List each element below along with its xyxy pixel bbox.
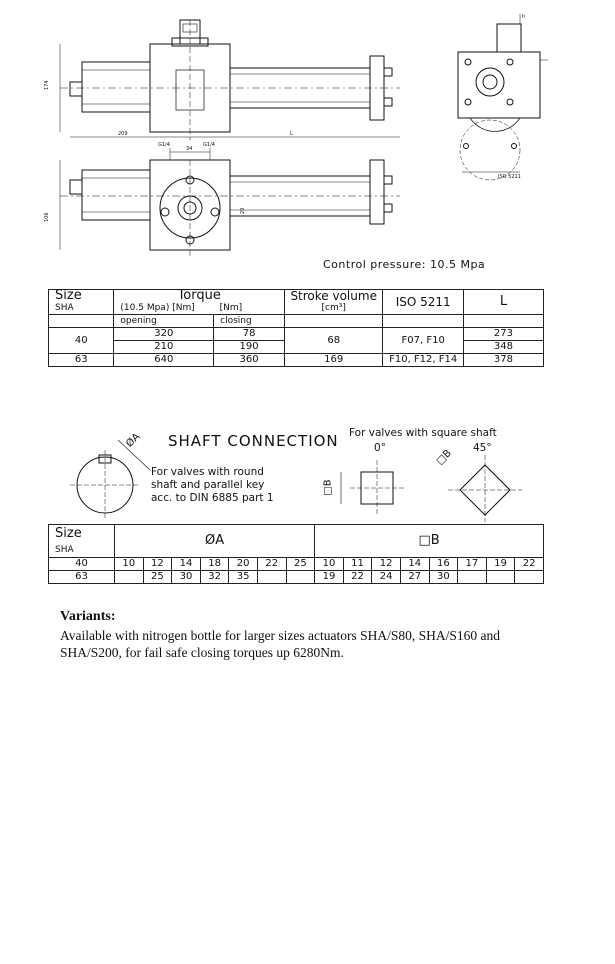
t1-closing: closing [214,315,285,328]
square-shaft-45-symbol [448,455,522,522]
t2-phiA-header: ØA [115,525,315,558]
t1-row40-stroke: 68 [285,328,383,354]
t2-row63-cell [515,571,544,584]
square-b-label-0: □B [322,479,334,496]
t1-row40-open2: 210 [114,341,214,354]
t2-row40-cell: 16 [429,558,458,571]
t2-row63-cell [286,571,315,584]
round-note-line-1: For valves with round [151,466,264,478]
t1-sha: SHA [49,302,114,315]
t1-opening: opening [114,315,214,328]
t1-row40-l1: 273 [463,328,543,341]
t2-row40-cell: 40 [49,558,115,571]
t1-row63-stroke: 169 [285,354,383,367]
t2-row63-cell: 30 [429,571,458,584]
t2-row63-cell: 27 [400,571,429,584]
round-shaft-note [151,466,274,505]
round-shaft-symbol [70,440,150,520]
round-a-label: ØA [124,431,143,450]
t2-row63-cell: 63 [49,571,115,584]
t2-row63-cell: 30 [172,571,201,584]
t2-row40-cell: 22 [515,558,544,571]
t2-row63-cell [458,571,487,584]
dim-209: 209 [118,131,128,137]
dim-iso: ISO 5211 [498,174,521,180]
t2-row63-cell: 22 [343,571,372,584]
angle-0-label: 0° [374,442,386,454]
torque-table [48,289,544,367]
t2-row63-cell: 25 [143,571,172,584]
t2-row63-cell [486,571,515,584]
dim-h: h [522,14,526,20]
t1-iso-header: ISO 5211 [383,290,464,315]
t2-row40-cell: 12 [143,558,172,571]
t1-row40-size: 40 [49,328,114,354]
t2-row40-cell: 10 [315,558,344,571]
t1-torque-sub2: [Nm] [214,302,285,315]
shaft-connection-title: SHAFT CONNECTION [168,432,339,450]
t1-size-header: Size [49,290,114,303]
t2-row63-cell: 24 [372,571,401,584]
t2-row40-cell: 14 [172,558,201,571]
t1-stroke-unit: [cm³] [285,302,383,315]
t2-row40-cell: 18 [200,558,229,571]
t2-row63-cell: 35 [229,571,258,584]
square-shaft-note: For valves with square shaft [349,427,497,439]
dim-g14-right: G1/4 [203,142,215,148]
t1-row63-open: 640 [114,354,214,367]
t2-row63-cell [257,571,286,584]
shaft-dimension-table [48,524,544,584]
t1-torque-header: Torque [114,290,285,303]
t2-row40-cell: 12 [372,558,401,571]
angle-45-label: 45° [473,442,492,454]
t2-row63-cell: 32 [200,571,229,584]
round-note-line-3: acc. to DIN 6885 part 1 [151,492,274,504]
t2-row40-cell: 20 [229,558,258,571]
t1-row63-size: 63 [49,354,114,367]
control-pressure: Control pressure: 10.5 Mpa [323,258,486,271]
dim-174: 174 [44,80,50,90]
t1-stroke-header: Stroke volume [285,290,383,303]
dim-34: 34 [186,146,193,152]
t1-row63-l: 378 [463,354,543,367]
t2-row40-cell: 17 [458,558,487,571]
t2-row40-cell: 11 [343,558,372,571]
t2-sha: SHA [49,543,115,558]
t2-row-40 [49,558,544,571]
t2-row63-cell: 19 [315,571,344,584]
t2-row40-cell: 25 [286,558,315,571]
t1-row40-open1: 320 [114,328,214,341]
square-shaft-0-symbol [341,460,404,515]
t1-row40-close1: 78 [214,328,285,341]
dim-g14-left: G1/4 [158,142,170,148]
t1-row40-l2: 348 [463,341,543,354]
variants-text: Available with nitrogen bottle for larger sizes actuators SHA/S80, SHA/S160 and SHA/S200, for fail safe closing torques up 6280Nm. [60,628,501,660]
t2-row40-cell: 19 [486,558,515,571]
actuator-top-view [60,20,400,140]
t2-size-header: Size [49,525,115,544]
t2-row40-cell: 14 [400,558,429,571]
t1-torque-sub1: (10.5 Mpa) [Nm] [114,302,214,315]
round-note-line-2: shaft and parallel key [151,479,265,491]
t2-row-63 [49,571,544,584]
dim-20: 20 [240,207,246,214]
t2-row40-cell: 22 [257,558,286,571]
square-b-label-45: □B [434,447,454,468]
variants-title: Variants: [60,609,116,624]
actuator-side-view [458,14,548,180]
t1-row63-iso: F10, F12, F14 [383,354,464,367]
t2-sqB-header: □B [315,525,544,558]
t1-row63-close: 360 [214,354,285,367]
dim-l: L [290,131,293,137]
t2-row40-cell: 10 [115,558,144,571]
t1-row40-close2: 190 [214,341,285,354]
t1-row40-iso: F07, F10 [383,328,464,354]
dim-106: 106 [44,212,50,222]
t2-row63-cell [115,571,144,584]
actuator-front-view [60,148,400,258]
t1-l-header: L [463,290,543,315]
